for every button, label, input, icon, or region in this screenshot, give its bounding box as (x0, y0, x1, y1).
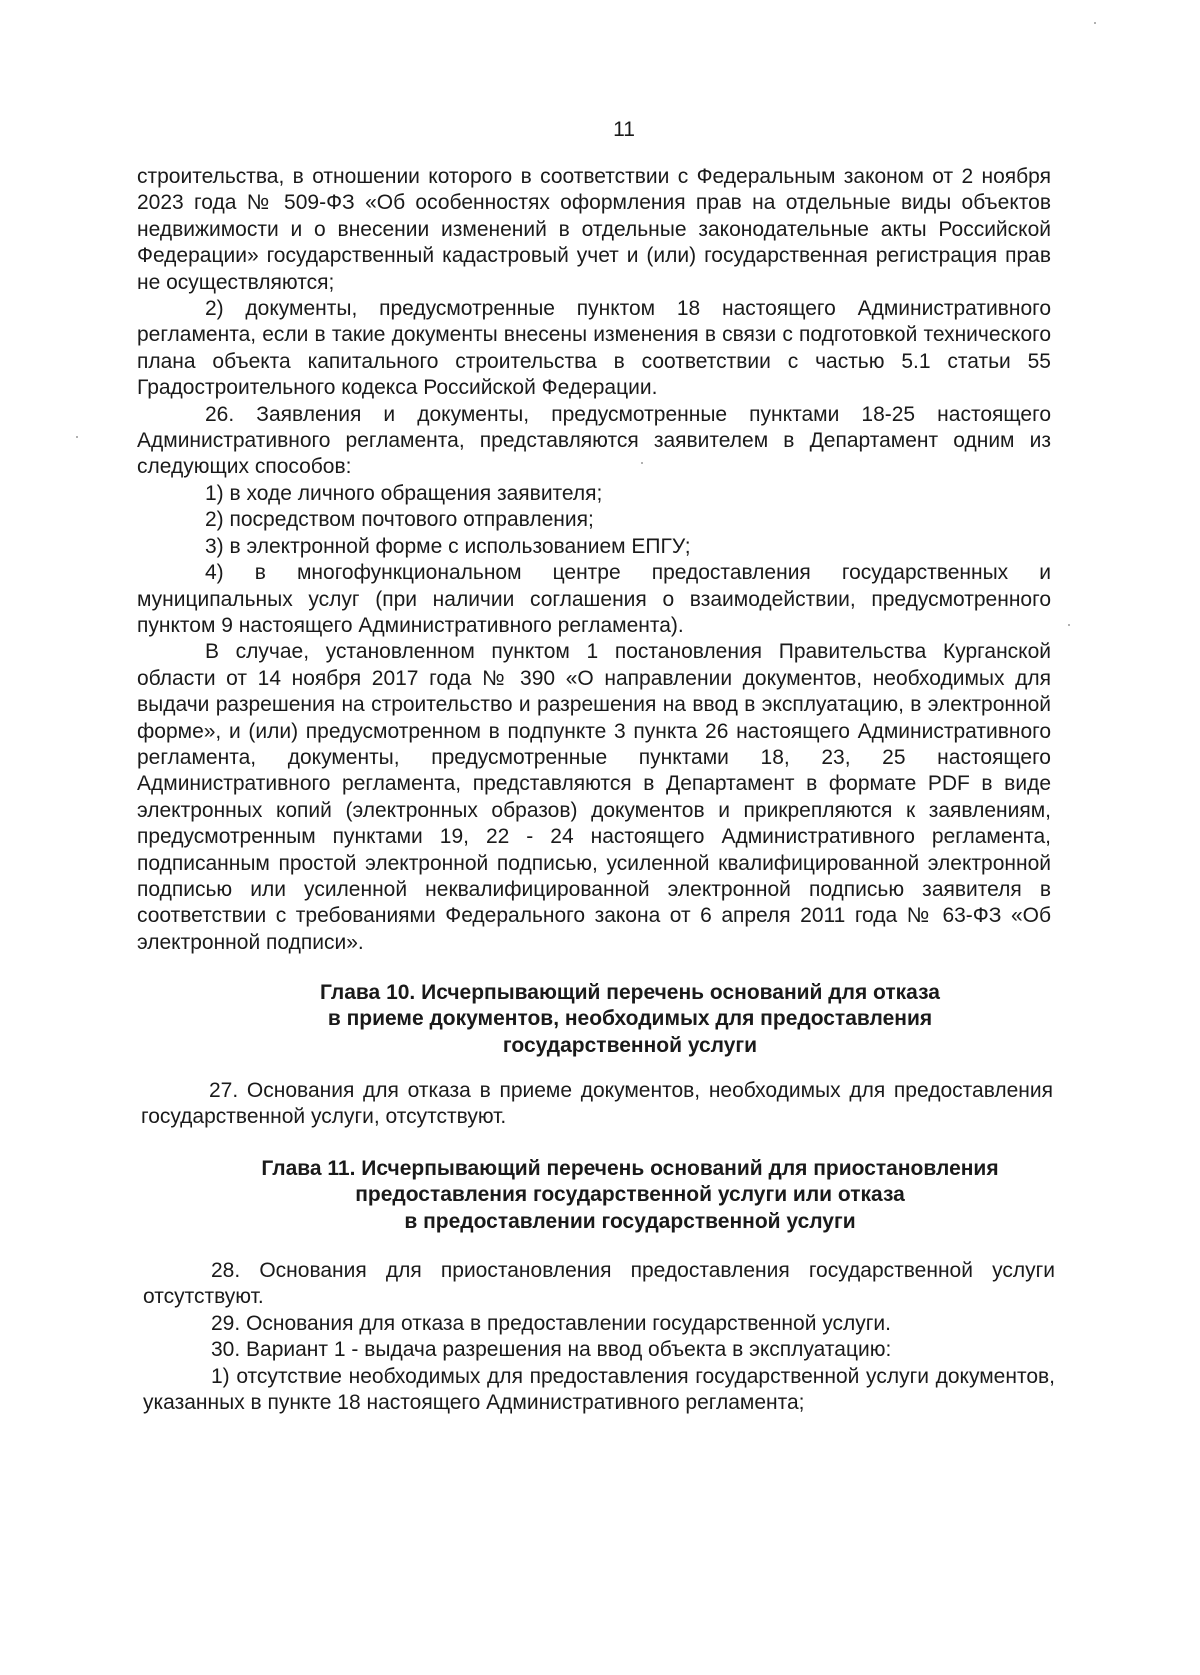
paragraph-30: 30. Вариант 1 - выдача разрешения на ввод объекта в эксплуатацию: (211, 1338, 892, 1362)
list-item-2: 2) посредством почтового отправления; (205, 508, 594, 532)
chapter-11-heading-line-1: Глава 11. Исчерпывающий перечень оснований для приостановления (261, 1157, 999, 1180)
chapter-10-heading (150, 980, 1110, 1059)
paragraph-30-item-1: 1) отсутствие необходимых для предоставления государственной услуги документов, указанных в пункте 18 настоящего Административного регламента; (143, 1364, 1055, 1415)
paragraph-29: 29. Основания для отказа в предоставлении государственной услуги. (211, 1311, 891, 1335)
chapter-11-heading (150, 1156, 1110, 1235)
chapter-11-heading-line-3: в предоставлении государственной услуги (404, 1209, 856, 1233)
scan-speck (1068, 624, 1070, 626)
page-number: 11 (613, 118, 635, 141)
scan-speck (641, 462, 643, 464)
scan-speck (76, 436, 78, 438)
chapter-10-heading-line-3: государственной услуги (502, 1033, 758, 1057)
scan-speck (1094, 22, 1096, 24)
paragraph-27: 27. Основания для отказа в приеме документов, необходимых для предоставления государственной услуги, отсутствуют. (141, 1079, 1053, 1129)
paragraph-continuation: строительства, в отношении которого в соответствии с Федеральным законом от 2 ноября 2023 года № 509-ФЗ «Об особенностях оформления прав на отдельные виды объектов недвижимости и о внесении изменений в отдельные законодательные акты Российской Федерации» государственный кадастровый учет и (или) государственная регистрация прав не осуществляются; (137, 165, 1051, 294)
list-item-3: 3) в электронной форме с использованием ЕПГУ; (205, 534, 691, 558)
chapter-10-heading-line-2: в приеме документов, необходимых для предоставления (327, 1007, 933, 1031)
body-text-block-2 (141, 1078, 1053, 1131)
chapter-10-heading-line-1: Глава 10. Исчерпывающий перечень оснований для отказа (320, 981, 940, 1004)
body-text-block-1 (137, 164, 1051, 956)
paragraph-28: 28. Основания для приостановления предоставления государственной услуги отсутствуют. (143, 1259, 1055, 1309)
body-text-block-3 (143, 1258, 1055, 1416)
paragraph-item-2: 2) документы, предусмотренные пунктом 18 настоящего Административного регламента, если в такие документы внесены изменения в связи с подготовкой технического плана объекта капитального строительства в соответствии с частью 5.1 статьи 55 Градостроительного кодекса Российской Федерации. (137, 297, 1051, 400)
list-item-1: 1) в ходе личного обращения заявителя; (205, 481, 603, 505)
paragraph-26: 26. Заявления и документы, предусмотренные пунктами 18-25 настоящего Административного регламента, представляются заявителем в Департамент одним из следующих способов: (137, 402, 1051, 479)
list-item-4: 4) в многофункциональном центре предоставления государственных и муниципальных услуг (при наличии соглашения о взаимодействии, предусмотренного пунктом 9 настоящего Административного регламента). (137, 561, 1051, 637)
chapter-11-heading-line-2: предоставления государственной услуги или отказа (355, 1183, 905, 1207)
paragraph-case: В случае, установленном пунктом 1 постановления Правительства Курганской области от 14 ноября 2017 года № 390 «О направлении документов, необходимых для выдачи разрешения на строительство и разрешения на ввод в эксплуатацию, в электронной форме», и (или) предусмотренном в подпункте 3 пункта 26 настоящего Административного регламента, документы, предусмотренные пунктами 18, 23, 25 настоящего Административного регламента, представляются в Департамент в формате PDF в виде электронных копий (электронных образов) документов и прикрепляются к заявлениям, предусмотренным пунктами 19, 22 - 24 настоящего Административного регламента, подписанным простой электронной подписью, усиленной квалифицированной электронной подписью или усиленной неквалифицированной электронной подписью заявителя в соответствии с требованиями Федерального закона от 6 апреля 2011 года № 63-ФЗ «Об электронной подписи». (137, 640, 1051, 954)
